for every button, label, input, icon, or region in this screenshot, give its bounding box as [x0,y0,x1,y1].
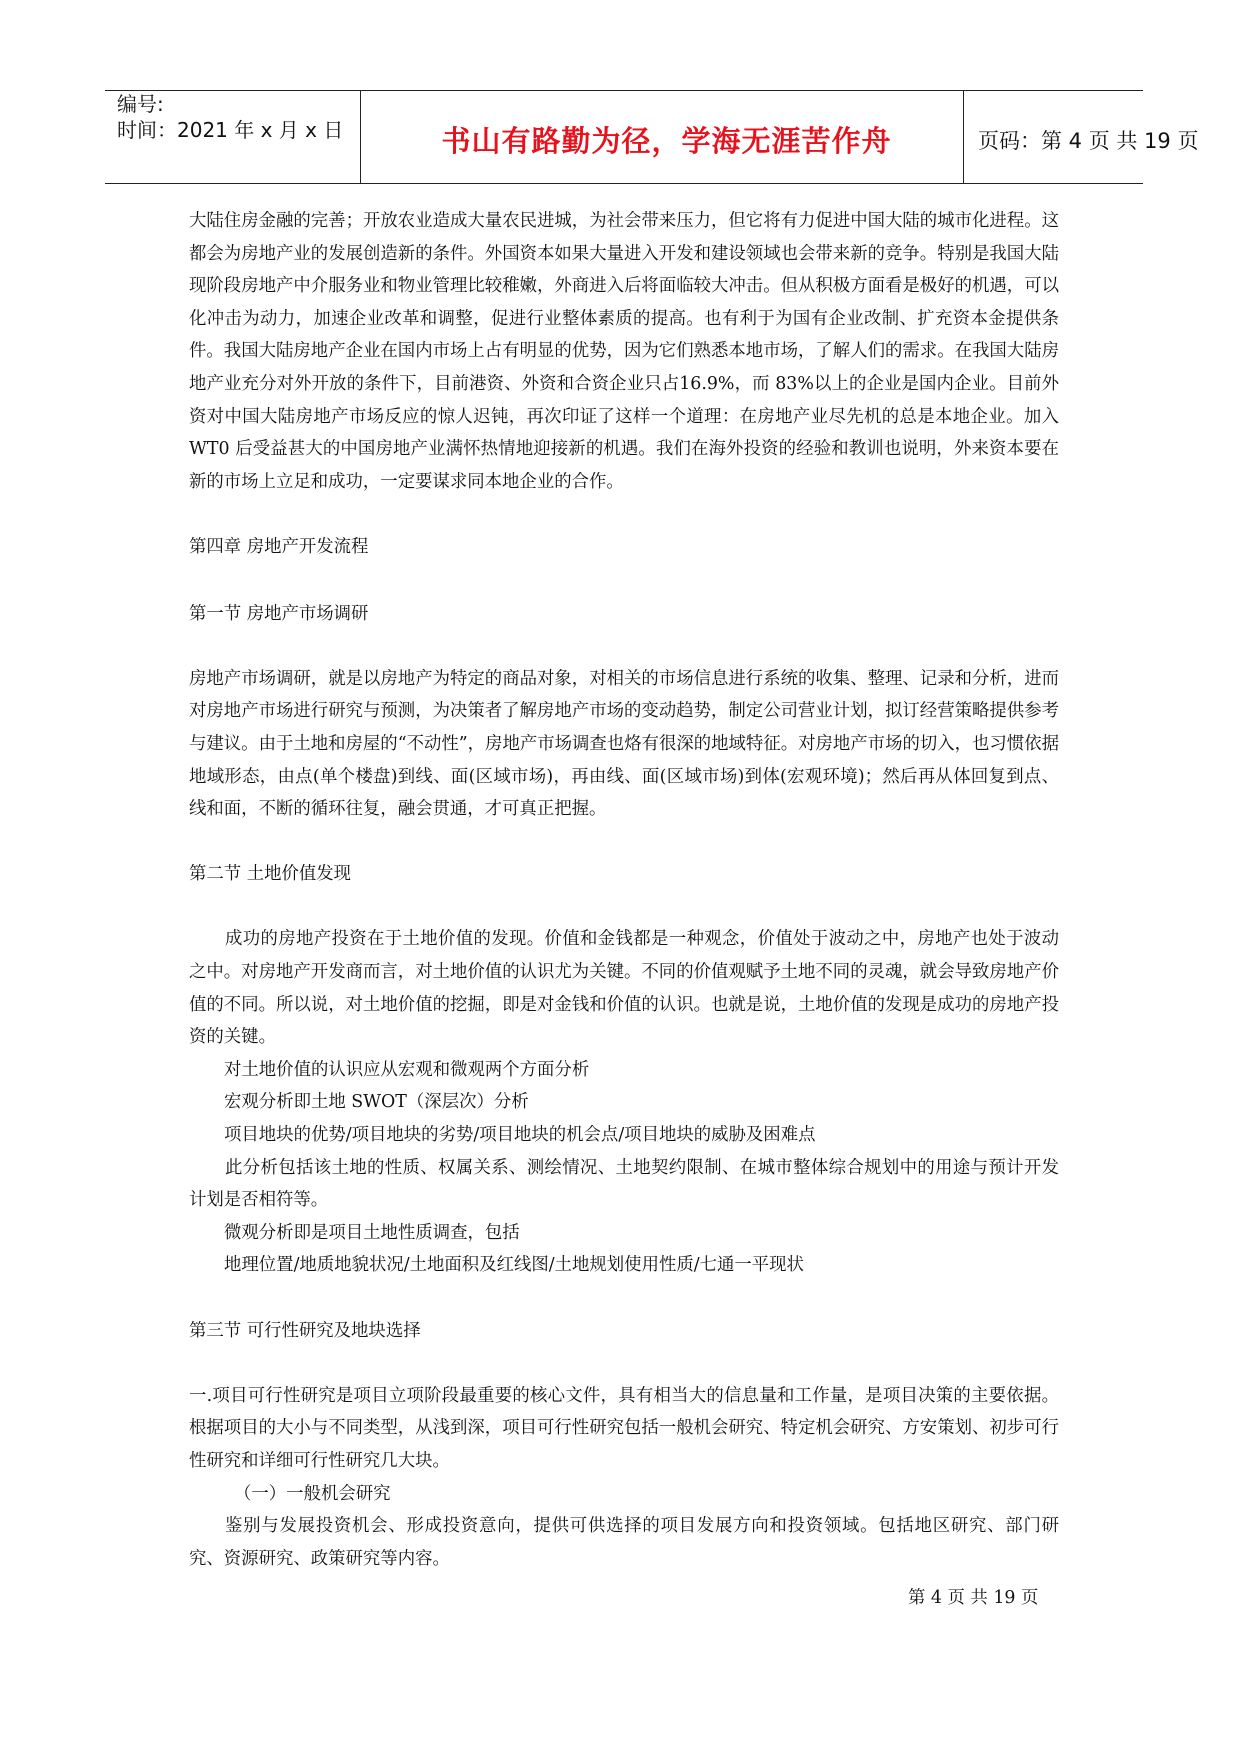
text-line: 对土地价值的认识应从宏观和微观两个方面分析 [224,1059,590,1080]
paragraph: 成功的房地产投资在于土地价值的发现。价值和金钱都是一种观念，价值处于波动之中，房地产也处于波动之中。对房地产开发商而言，对土地价值的认识尤为关键。不同的价值观赋予土地不同的灵魂，就会导致房地产价值的不同。所以说，对土地价值的挖掘，即是对金钱和价值的认识。也就是说，土地价值的发现是成功的房地产投资的关键。 [189,929,1059,1048]
subsection-heading: （一）一般机会研究 [234,1483,391,1504]
paragraph: 此分析包括该土地的性质、权属关系、测绘情况、土地契约限制、在城市整体综合规划中的用途与预计开发计划是否相符等。 [189,1157,1059,1211]
text-line: 微观分析即是项目土地性质调查，包括 [224,1222,520,1243]
paragraph: 大陆住房金融的完善；开放农业造成大量农民进城，为社会带来压力，但它将有力促进中国大陆的城市化进程。这都会为房地产业的发展创造新的条件。外国资本如果大量进入开发和建设领域也会带来新的竞争。特别是我国大陆现阶段房地产中介服务业和物业管理比较稚嫩，外商进入后将面临较大冲击。但从积极方面看是极好的机遇，可以化冲击为动力，加速企业改革和调整，促进行业整体素质的提高。也有利于为国有企业改制、扩充资本金提供条件。我国大陆房地产企业在国内市场上占有明显的优势，因为它们熟悉本地市场，了解人们的需求。在我国大陆房地产业充分对外开放的条件下，目前港资、外资和合资企业只占16.9%，而 83%以上的企业是国内企业。目前外资对中国大陆房地产市场反应的惊人迟钝，再次印证了这样一个道理：在房地产业尽先机的总是本地企业。加入 WT0 后受益甚大的中国房地产业满怀热情地迎接新的机遇。我们在海外投资的经验和教训也说明，外来资本要在新的市场上立足和成功，一定要谋求同本地企业的合作。 [189,211,1059,492]
header-divider [963,91,964,183]
header-meta [117,91,367,183]
text-line: 宏观分析即土地 SWOT（深层次）分析 [224,1092,529,1113]
document-number-label: 编号: [117,92,164,116]
section-heading: 第一节 房地产市场调研 [189,603,369,624]
header-divider [360,91,361,183]
section-heading: 第二节 土地价值发现 [189,864,352,885]
text-line: 地理位置/地质地貌状况/土地面积及红线图/土地规划使用性质/七通一平现状 [224,1255,804,1276]
header-page-info: 页码：第 4 页 共 19 页 [978,129,1199,153]
section-heading: 第三节 可行性研究及地块选择 [189,1320,421,1341]
page-header [105,90,1199,184]
paragraph: 房地产市场调研，就是以房地产为特定的商品对象，对相关的市场信息进行系统的收集、整理、记录和分析，进而对房地产市场进行研究与预测，为决策者了解房地产市场的变动趋势，制定公司营业计划，拟订经营策略提供参考与建议。由于土地和房屋的“不动性”，房地产市场调查也烙有很深的地域特征。对房地产市场的切入，也习惯依据地域形态，由点(单个楼盘)到线、面(区域市场)，再由线、面(区域市场)到体(宏观环境)；然后再从体回复到点、线和面，不断的循环往复，融会贯通，才可真正把握。 [189,668,1059,820]
chapter-heading: 第四章 房地产开发流程 [189,536,369,557]
document-body [189,205,1059,1575]
header-motto: 书山有路勤为径，学海无涯苦作舟 [441,124,892,158]
paragraph: 鉴别与发展投资机会、形成投资意向，提供可供选择的项目发展方向和投资领域。包括地区研究、部门研究、资源研究、政策研究等内容。 [189,1516,1059,1569]
document-time-label: 时间：2021 年 x 月 x 日 [117,118,344,142]
paragraph: 一.项目可行性研究是项目立项阶段最重要的核心文件，具有相当大的信息量和工作量，是项目决策的主要依据。根据项目的大小与不同类型，从浅到深，项目可行性研究包括一般机会研究、特定机会研究、方安策划、初步可行性研究和详细可行性研究几大块。 [189,1385,1059,1471]
page-footer: 第 4 页 共 19 页 [908,1588,1039,1608]
text-line: 项目地块的优势/项目地块的劣势/项目地块的机会点/项目地块的威胁及困难点 [224,1125,816,1146]
